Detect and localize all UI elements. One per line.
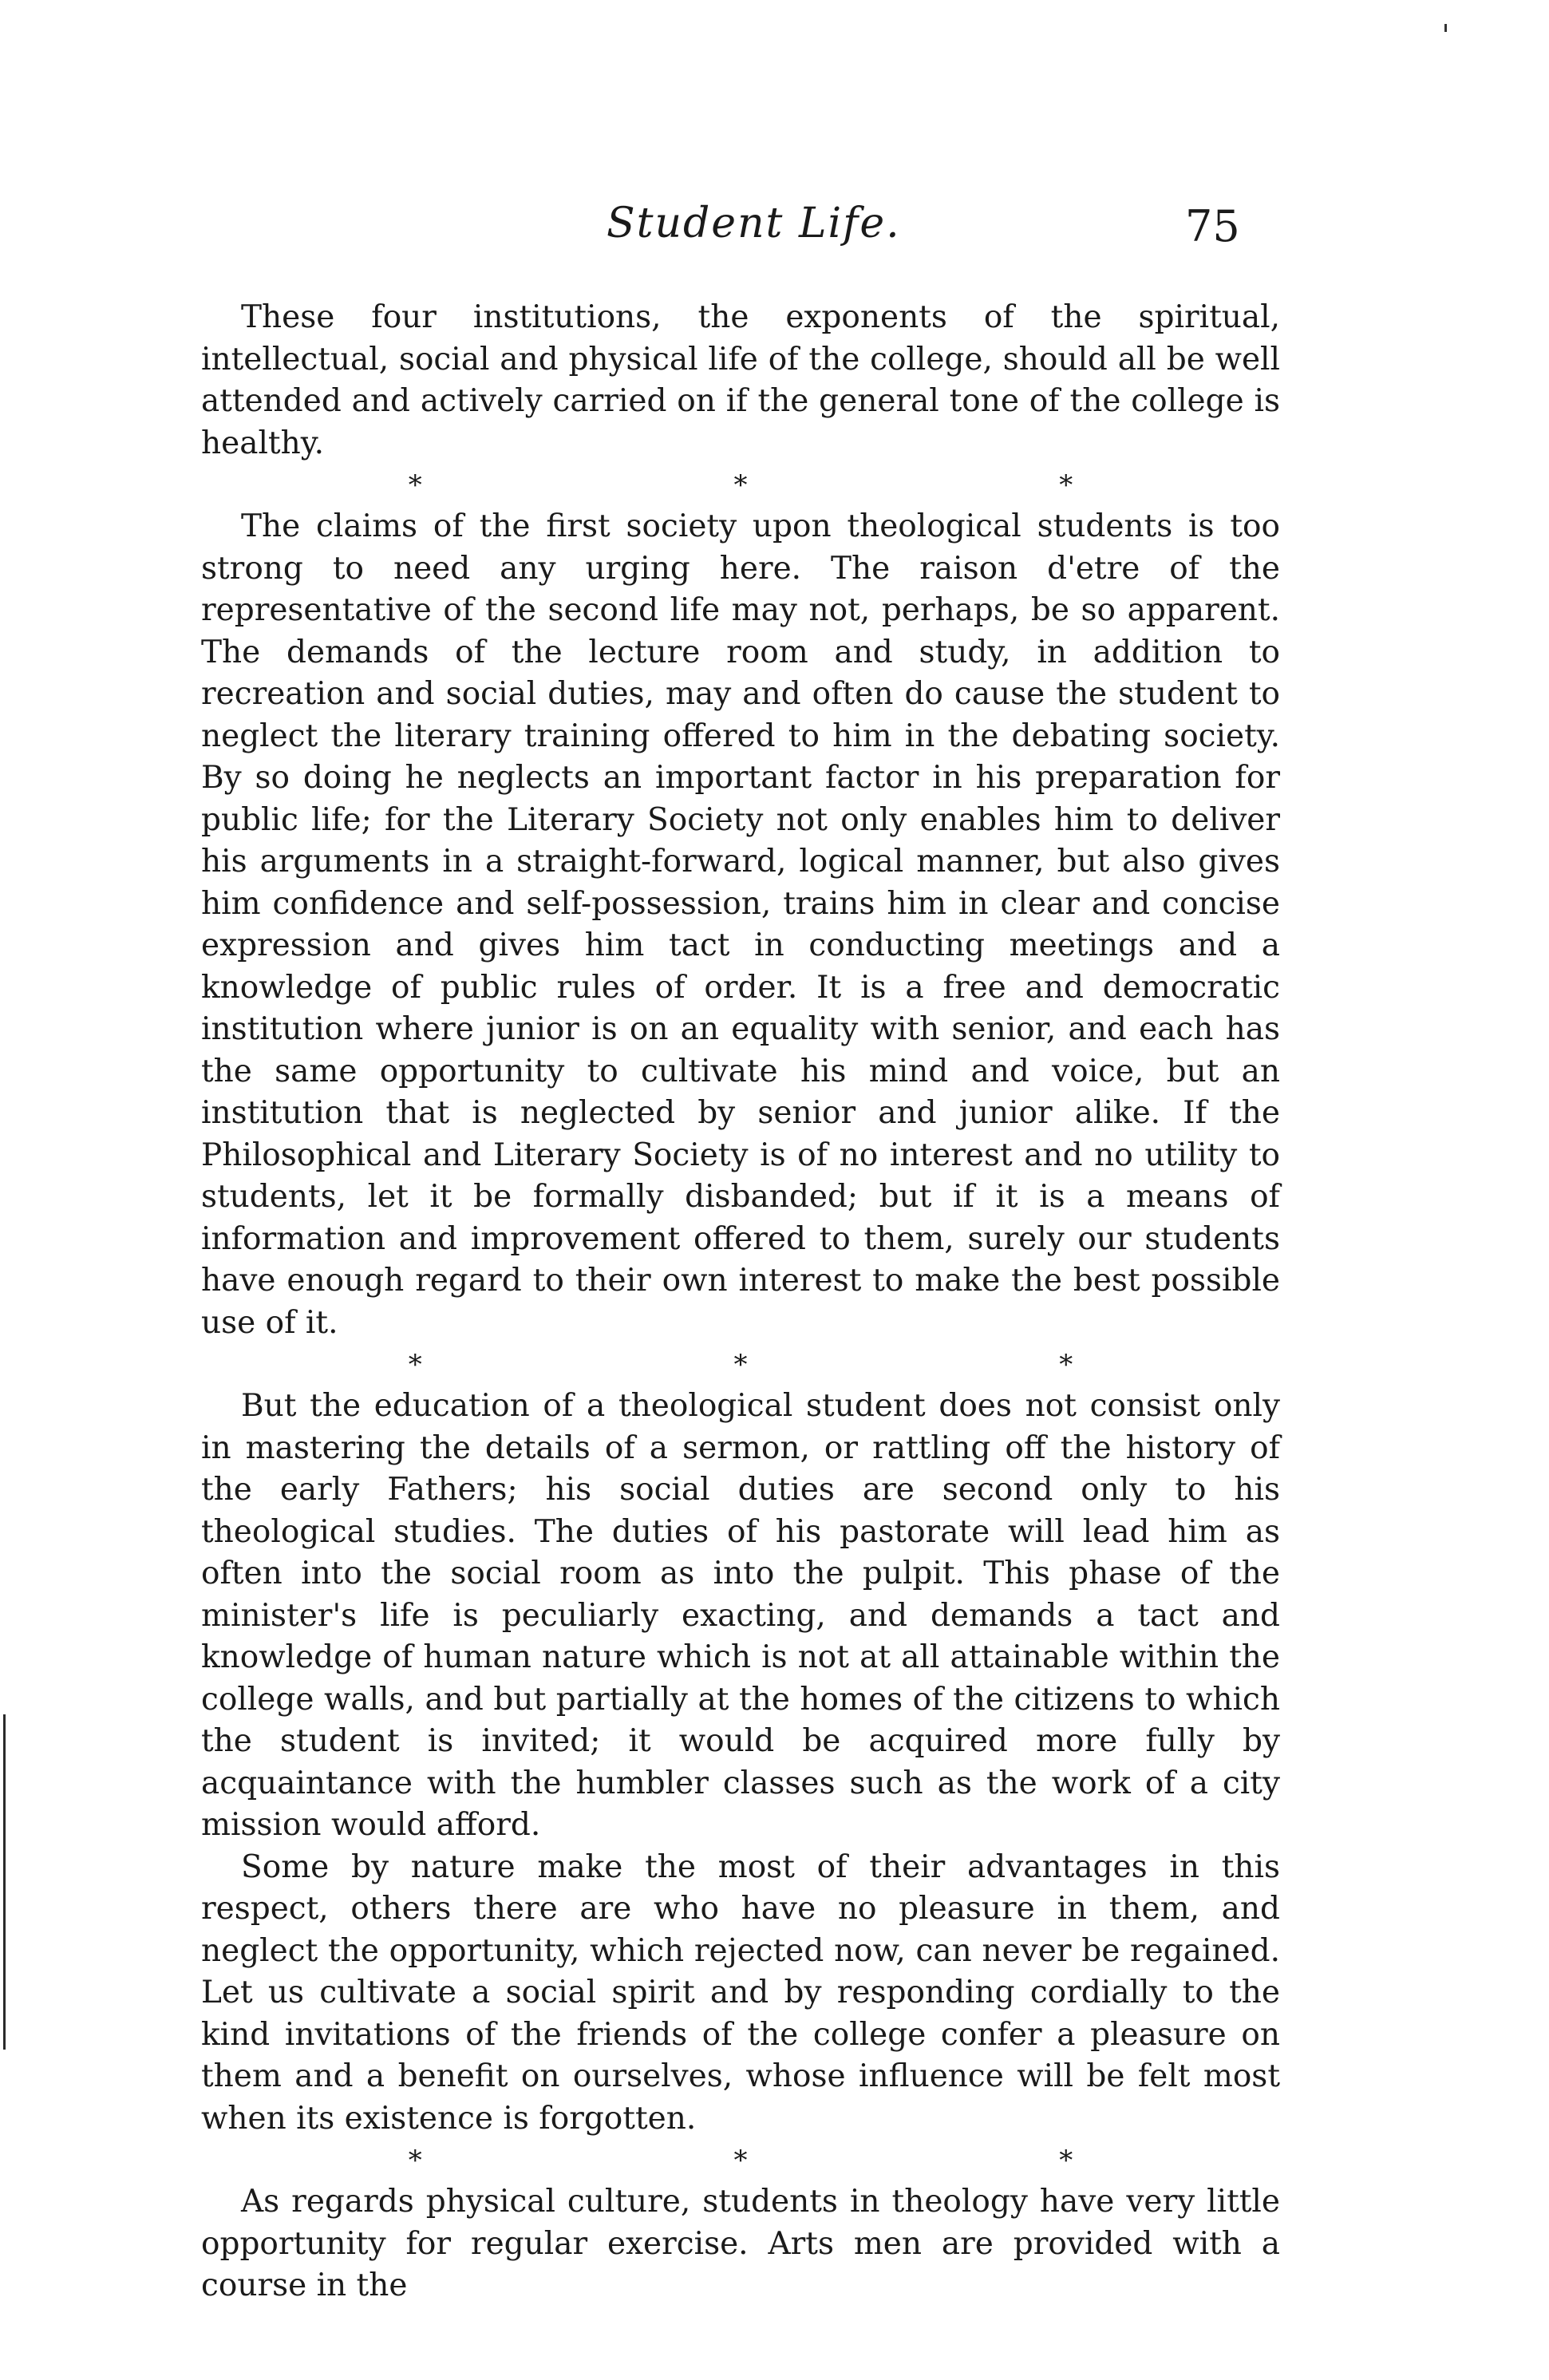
paragraph-physical-culture: As regards physical culture, students in theology have very little opportunity for regular exercise. Arts men are provided with a course in the bbox=[201, 2184, 1280, 2303]
paragraph-social-duties: But the education of a theological student does not consist only in mastering the details of a sermon, or rattling off the history of the early Fathers; his social duties are second only to his theological studies. The duties of his pastorate will lead him as often into the social room as into the pulpit. This phase of the minister's life is peculiarly exacting, and demands a tact and knowledge of human nature which is not at all attainable within the college walls, and but partially at the homes of the citizens to which the student is invited; it would be acquired more fully by acquaintance with the humbler classes such as the work of a city mission would afford. bbox=[201, 1388, 1280, 1843]
body-text bbox=[201, 297, 1280, 2307]
section-break: * * * bbox=[408, 1349, 1225, 1381]
page-number: 75 bbox=[1185, 201, 1240, 251]
paragraph-advantages: Some by nature make the most of their advantages in this respect, others there are who have no pleasure in them, and neglect the opportunity, which rejected now, can never be regained. Let us cultivate a social spirit and by responding cordially to the kind invitations of the friends of the college confer a pleasure on them and a benefit on ourselves, whose influence will be felt most when its existence is forgotten. bbox=[201, 1848, 1280, 2137]
section-break: * * * bbox=[408, 469, 1225, 501]
print-speck bbox=[1444, 24, 1447, 32]
running-title: Student Life. bbox=[607, 200, 901, 247]
section-break: * * * bbox=[408, 2145, 1225, 2176]
paragraph-institutions: These four institutions, the exponents of the spiritual, intellectual, social and physical life of the college, should all be well attended and actively carried on if the general tone of the college is healthy. bbox=[201, 299, 1280, 461]
paragraph-literary-society: The claims of the first society upon theological students is too strong to need any urging here. The raison d'etre of the representative of the second life may not, perhaps, be so apparent. The demands of the lecture room and study, in addition to recreation and social duties, may and often do cause the student to neglect the literary training offered to him in the debating society. By so doing he neglects an important factor in his preparation for public life; for the Literary Society not only enables him to deliver his arguments in a straight-forward, logical manner, but also gives him confidence and self-possession, trains him in clear and concise expression and gives him tact in conducting meetings and a knowledge of public rules of order. It is a free and democratic institution where junior is on an equality with senior, and each has the same opportunity to cultivate his mind and voice, but an institution that is neglected by senior and junior alike. If the Philosophical and Literary Society is of no interest and no utility to students, let it be formally disbanded; but if it is a means of information and improvement offered to them, surely our students have enough regard to their own interest to make the best possible use of it. bbox=[201, 508, 1280, 1341]
binding-edge-mark bbox=[3, 1714, 6, 2050]
